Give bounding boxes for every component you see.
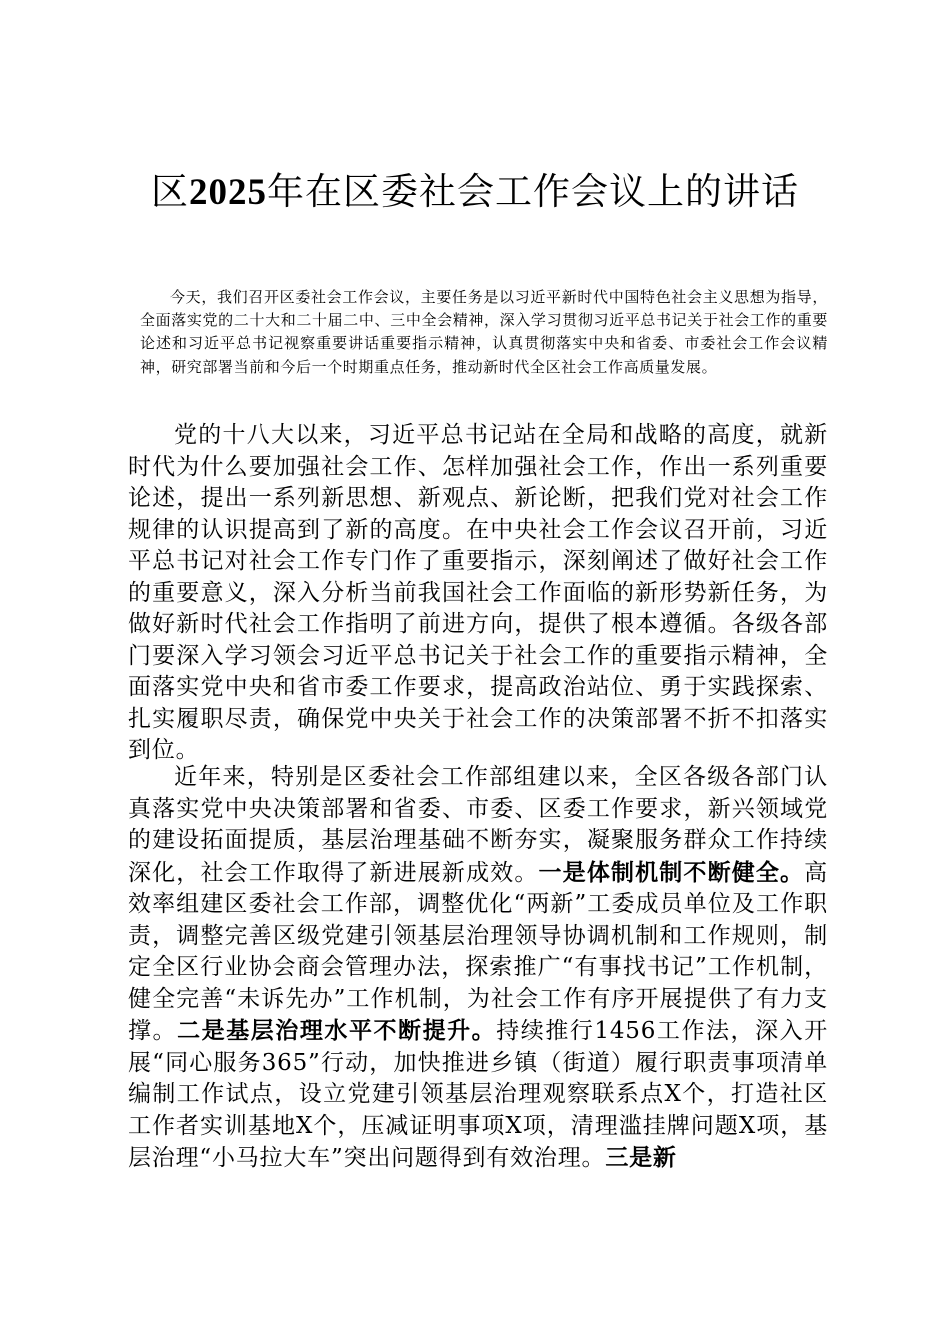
body-paragraph-1: 党的十八大以来，习近平总书记站在全局和战略的高度，就新时代为什么要加强社会工作、怎样加强社会工作，作出一系列重要论述，提出一系列新思想、新观点、新论断，把我们党对社会工作规律的认识提高到了新的高度。在中央社会工作会议召开前，习近平总书记对社会工作专门作了重要指示，深刻阐述了做好社会工作的重要意义，深入分析当前我国社会工作面临的新形势新任务，为做好新时代社会工作指明了前进方向，提供了根本遵循。各级各部门要深入学习领会习近平总书记关于社会工作的重要指示精神，全面落实党中央和省市委工作要求，提高政治站位、勇于实践探索、扎实履职尽责，确保党中央关于社会工作的决策部署不折不扣落实到位。 [128, 422, 828, 763]
point-2-heading: 二是基层治理水平不断提升。 [177, 1017, 497, 1044]
point-1-heading: 一是体制机制不断健全。 [538, 858, 805, 886]
body-paragraph-2 [128, 762, 828, 1175]
title-year: 2025 [189, 172, 267, 213]
page-title [0, 168, 950, 217]
point-1-text: 高效率组建区委社会工作部，调整优化“两新”工委成员单位及工作职责，调整完善区级党建引领基层治理领导协调机制和工作规则，制定全区行业协会商会管理办法，探索推广“有事找书记”工作机制，健全完善“未诉先办”工作机制，为社会工作有序开展提供了有力支撑。 [128, 859, 828, 1044]
abstract-paragraph: 今天，我们召开区委社会工作会议，主要任务是以习近平新时代中国特色社会主义思想为指导，全面落实党的二十大和二十届二中、三中全会精神，深入学习贯彻习近平总书记关于社会工作的重要论述和习近平总书记视察重要讲话重要指示精神，认真贯彻落实中央和省委、市委社会工作会议精神，研究部署当前和今后一个时期重点任务，推动新时代全区社会工作高质量发展。 [140, 288, 828, 376]
point-2-text: 持续推行1456工作法，深入开展“同心服务365”行动，加快推进乡镇（街道）履行职责事项清单编制工作试点，设立党建引领基层治理观察联系点X个，打造社区工作者实训基地X个，压减证明事项X项，清理滥挂牌问题X项，基层治理“小马拉大车”突出问题得到有效治理。 [128, 1018, 828, 1171]
point-3-heading: 三是新 [605, 1144, 677, 1171]
paragraph-2-intro: 近年来，特别是区委社会工作部组建以来，全区各级各部门认真落实党中央决策部署和省委、市委、区委工作要求，新兴领域党的建设拓面提质，基层治理基础不断夯实，凝聚服务群众工作持续深化，社会工作取得了新进展新成效。 [128, 764, 828, 886]
title-suffix: 年在区委社会工作会议上的讲话 [267, 170, 799, 213]
title-prefix: 区 [151, 170, 189, 213]
